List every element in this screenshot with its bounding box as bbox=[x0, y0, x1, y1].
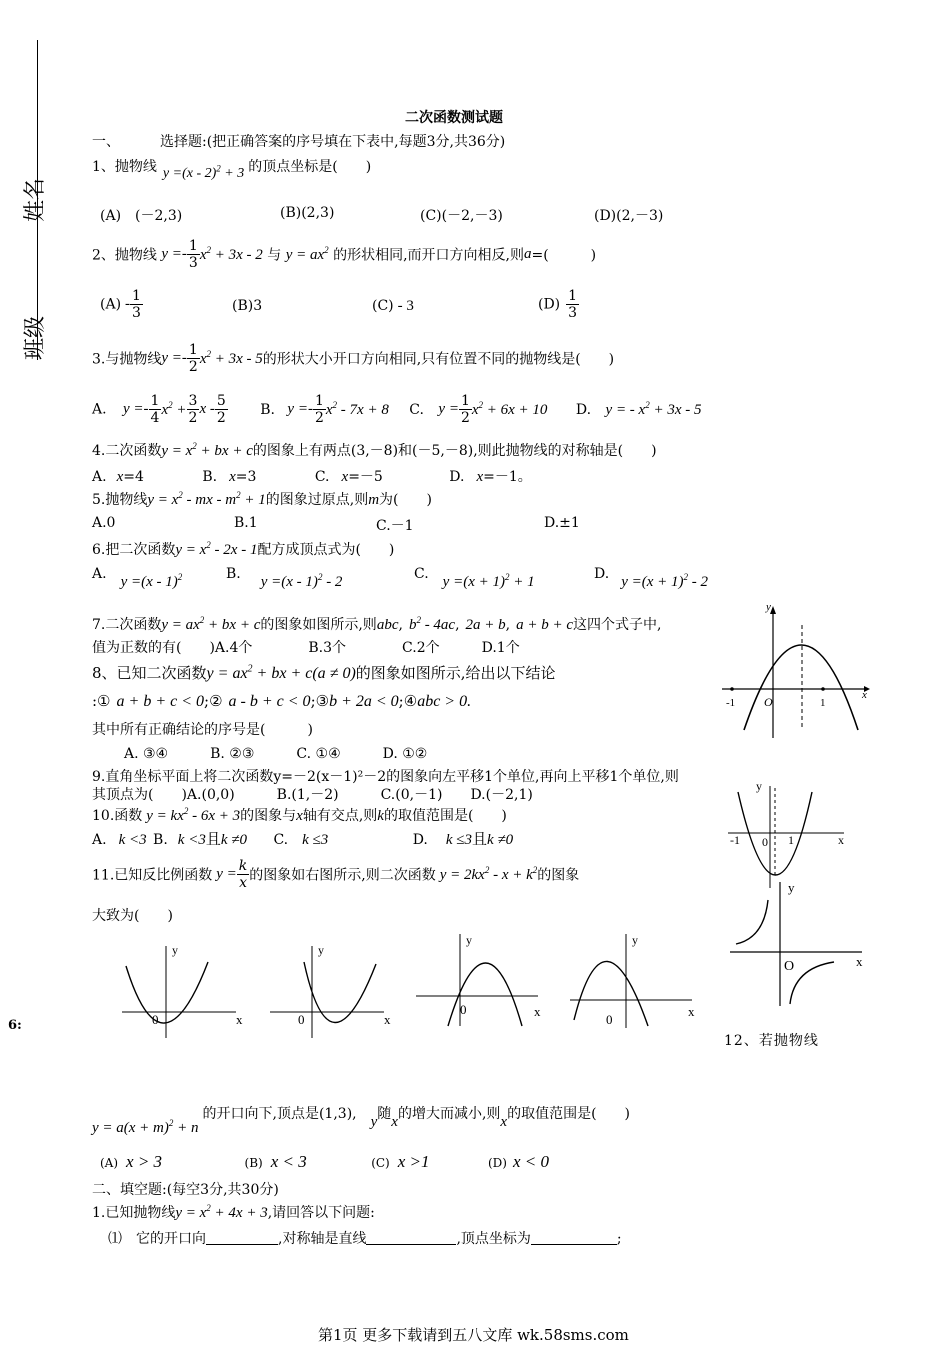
origin-label: O bbox=[784, 959, 795, 974]
page-title: 二次函数测试题 bbox=[405, 110, 503, 126]
axis-x-label: x bbox=[534, 1004, 541, 1019]
q1-opt-b: (B)(2,3) bbox=[280, 205, 335, 221]
blank-opening[interactable] bbox=[206, 1230, 278, 1245]
origin-label: 0 bbox=[762, 835, 768, 849]
origin-label: O bbox=[764, 695, 773, 709]
axis-y-label: y bbox=[466, 933, 472, 947]
q1-opt-a: (A) (－2,3) bbox=[100, 208, 183, 224]
q1-opt-d: (D)(2,－3) bbox=[594, 208, 664, 224]
q6-opt-c: C. $y =(x + 1)^2 + 1$ bbox=[414, 566, 535, 590]
q11-stem: 11.已知反比例函数 y = $\frac{k}{x}$ 的图象如右图所示,则二次函数 $y = 2kx^2 - x + k^2$的图象 bbox=[92, 858, 580, 891]
q8-options: A. ③④ B. ②③ C. ①④ D. ①② bbox=[124, 746, 428, 762]
q11-line2: 大致为( ) bbox=[92, 908, 173, 924]
page-footer: 第1页 更多下载请到五八文库 wk.58sms.com bbox=[318, 1326, 629, 1344]
q12-stem: $y = a(x + m)^2 + n$的开口向下,顶点是(1,3), y随x的增大而减小,则x的取值范围是( ) bbox=[92, 1106, 631, 1136]
origin-label: 0 bbox=[152, 1012, 159, 1027]
origin-label: 0 bbox=[298, 1012, 305, 1027]
q6-opt-b: B. y =(x - 1)$^2$ - 2 bbox=[226, 566, 343, 590]
axis-x-label: x bbox=[688, 1004, 695, 1019]
figure-q10-parabola bbox=[726, 778, 852, 890]
axis-x-label: x bbox=[236, 1012, 243, 1027]
q8-conclusions: :① a + b + c < 0;② a - b + c < 0;③b + 2a < 0;④abc > 0. bbox=[92, 692, 472, 710]
q4-options: A. x=4 B. x=3 C. x=－5 D. x=－1。 bbox=[92, 469, 532, 485]
q2-stem: 2、抛物线 y =- $\frac{1}{3}$ $x^2 + 3x - 2$ 与 $y = ax^2$ 的形状相同,而开口方向相反,则a=( ) bbox=[92, 238, 597, 271]
q8-line3: 其中所有正确结论的序号是( ) bbox=[92, 722, 313, 738]
q10-options: A. k <3 B. k <3且k ≠0 C. k ≤3 D. k ≤3且k ≠0 bbox=[92, 830, 514, 848]
f1-stem: 1.已知抛物线$y = x^2 + 4x + 3$,请回答以下问题: bbox=[92, 1203, 375, 1221]
figure-q11-hyperbola bbox=[726, 876, 872, 1012]
axis-y-label: y bbox=[632, 933, 638, 947]
section1-heading: 选择题:(把正确答案的序号填在下表中,每题3分,共36分) bbox=[160, 134, 506, 150]
tick-neg1: -1 bbox=[730, 833, 740, 847]
q12-options: (A) x > 3 (B) x < 3 (C) x >1 (D) x < 0 bbox=[100, 1152, 549, 1171]
q9-line2: 其顶点为( )A.(0,0) B.(1,－2) C.(0,－1) D.(－2,1) bbox=[92, 787, 533, 803]
graph-option-d bbox=[566, 930, 702, 1030]
q3-options: A. y =- $\frac{1}{4}$ $x^2$ + $\frac{3}{2}$ x - $\frac{5}{2}$ B. y =- $\frac{1}{2}$ $x^2 - 7x + 8$ C. y = $\frac{1}{2}$ $x^2 + 6x + 10$ D. y = - $x^2 + 3x - 5$ bbox=[92, 393, 702, 426]
figure-q7-parabola bbox=[722, 600, 872, 740]
section1-number: 一、 bbox=[92, 134, 120, 150]
q10-stem: 10.函数 $y = kx^2 - 6x + 3$的图象与x轴有交点,则k的取值范围是( ) bbox=[92, 806, 507, 824]
q5-opt-b: B.1 bbox=[234, 515, 258, 531]
tick-neg1: -1 bbox=[726, 697, 736, 709]
q2-opt-c: (C) - 3 bbox=[372, 298, 414, 314]
q2-opt-a: (A) - $\frac{1}{3}$ bbox=[100, 288, 141, 321]
q6-opt-d: D. $y =(x + 1)^2 - 2$ bbox=[594, 566, 708, 590]
q2-opt-d: (D) $\frac{1}{3}$ bbox=[538, 288, 578, 321]
q7-stem: 7.二次函数$y = ax^2$ + bx + c的图象如图所示,则abc, $b^2 - 4ac$, 2a + b, a + b + c这四个式子中, bbox=[92, 615, 662, 633]
tick-pos1: 1 bbox=[820, 697, 826, 709]
q5-opt-d: D.±1 bbox=[544, 515, 580, 531]
axis-y-label: y bbox=[788, 880, 795, 895]
q5-stem: 5.抛物线$y = x^2$ - mx - $m^2 + 1$的图象过原点,则m为( ) bbox=[92, 490, 432, 508]
tick-pos1: 1 bbox=[788, 833, 794, 847]
f1-sub1: ⑴ 它的开口向 ,对称轴是直线 ,顶点坐标为 ; bbox=[108, 1231, 622, 1247]
q9-line1: 9.直角坐标平面上将二次函数y=－2(x－1)²－2的图象向左平移1个单位,再向上平移1个单位,则 bbox=[92, 769, 679, 785]
q2-opt-b: (B)3 bbox=[232, 298, 263, 314]
graph-option-c bbox=[412, 930, 548, 1030]
section2-heading: 二、填空题:(每空3分,共30分) bbox=[92, 1182, 279, 1198]
axis-x-label: x bbox=[862, 689, 867, 701]
axis-y-label: y bbox=[318, 943, 324, 957]
q1-opt-c: (C)(－2,－3) bbox=[420, 208, 503, 224]
class-label: 班级 bbox=[23, 315, 48, 360]
axis-y-label: y bbox=[172, 943, 178, 957]
name-label: 姓名 bbox=[23, 177, 48, 222]
q12-lead: 12、若抛物线 bbox=[724, 1033, 819, 1049]
q1-stem: 1、抛物线 y =(x - 2)$^2$ + 3 的顶点坐标是( ) bbox=[92, 159, 372, 181]
blank-vertex[interactable] bbox=[531, 1230, 617, 1245]
axis-y-label: y bbox=[766, 601, 771, 613]
axis-x-label: x bbox=[384, 1012, 391, 1027]
origin-label: 0 bbox=[606, 1012, 613, 1027]
axis-x-label: x bbox=[838, 833, 844, 847]
axis-y-label: y bbox=[756, 779, 762, 793]
blank-axis[interactable] bbox=[366, 1230, 456, 1245]
q5-opt-c: C.－1 bbox=[376, 518, 414, 534]
q6-opt-a: A. y =(x - 1)$^2$ bbox=[92, 566, 183, 590]
graph-option-b bbox=[266, 940, 396, 1040]
q3-stem: 3.与抛物线y =- $\frac{1}{2}$ $x^2 + 3x - 5$的形状大小开口方向相同,只有位置不同的抛物线是( ) bbox=[92, 342, 615, 375]
q6-stem: 6.把二次函数$y = x^2 - 2x - 1$配方成顶点式为( ) bbox=[92, 540, 395, 558]
q8-stem: 8、已知二次函数$y = ax^2$ + bx + c(a ≠ 0)的图象如图所示,给出以下结论 bbox=[92, 663, 556, 682]
q5-opt-a: A.0 bbox=[92, 515, 116, 531]
q7-line2: 值为正数的有( )A.4个 B.3个 C.2个 D.1个 bbox=[92, 640, 520, 656]
graph-option-a bbox=[118, 940, 248, 1040]
q4-stem: 4.二次函数$y = x^2$ + bx + c的图象上有两点(3,－8)和(－5,－8),则此抛物线的对称轴是( ) bbox=[92, 441, 657, 459]
axis-x-label: x bbox=[856, 954, 863, 969]
stray-marker: 6: bbox=[8, 1018, 22, 1033]
origin-label: 0 bbox=[460, 1002, 467, 1017]
